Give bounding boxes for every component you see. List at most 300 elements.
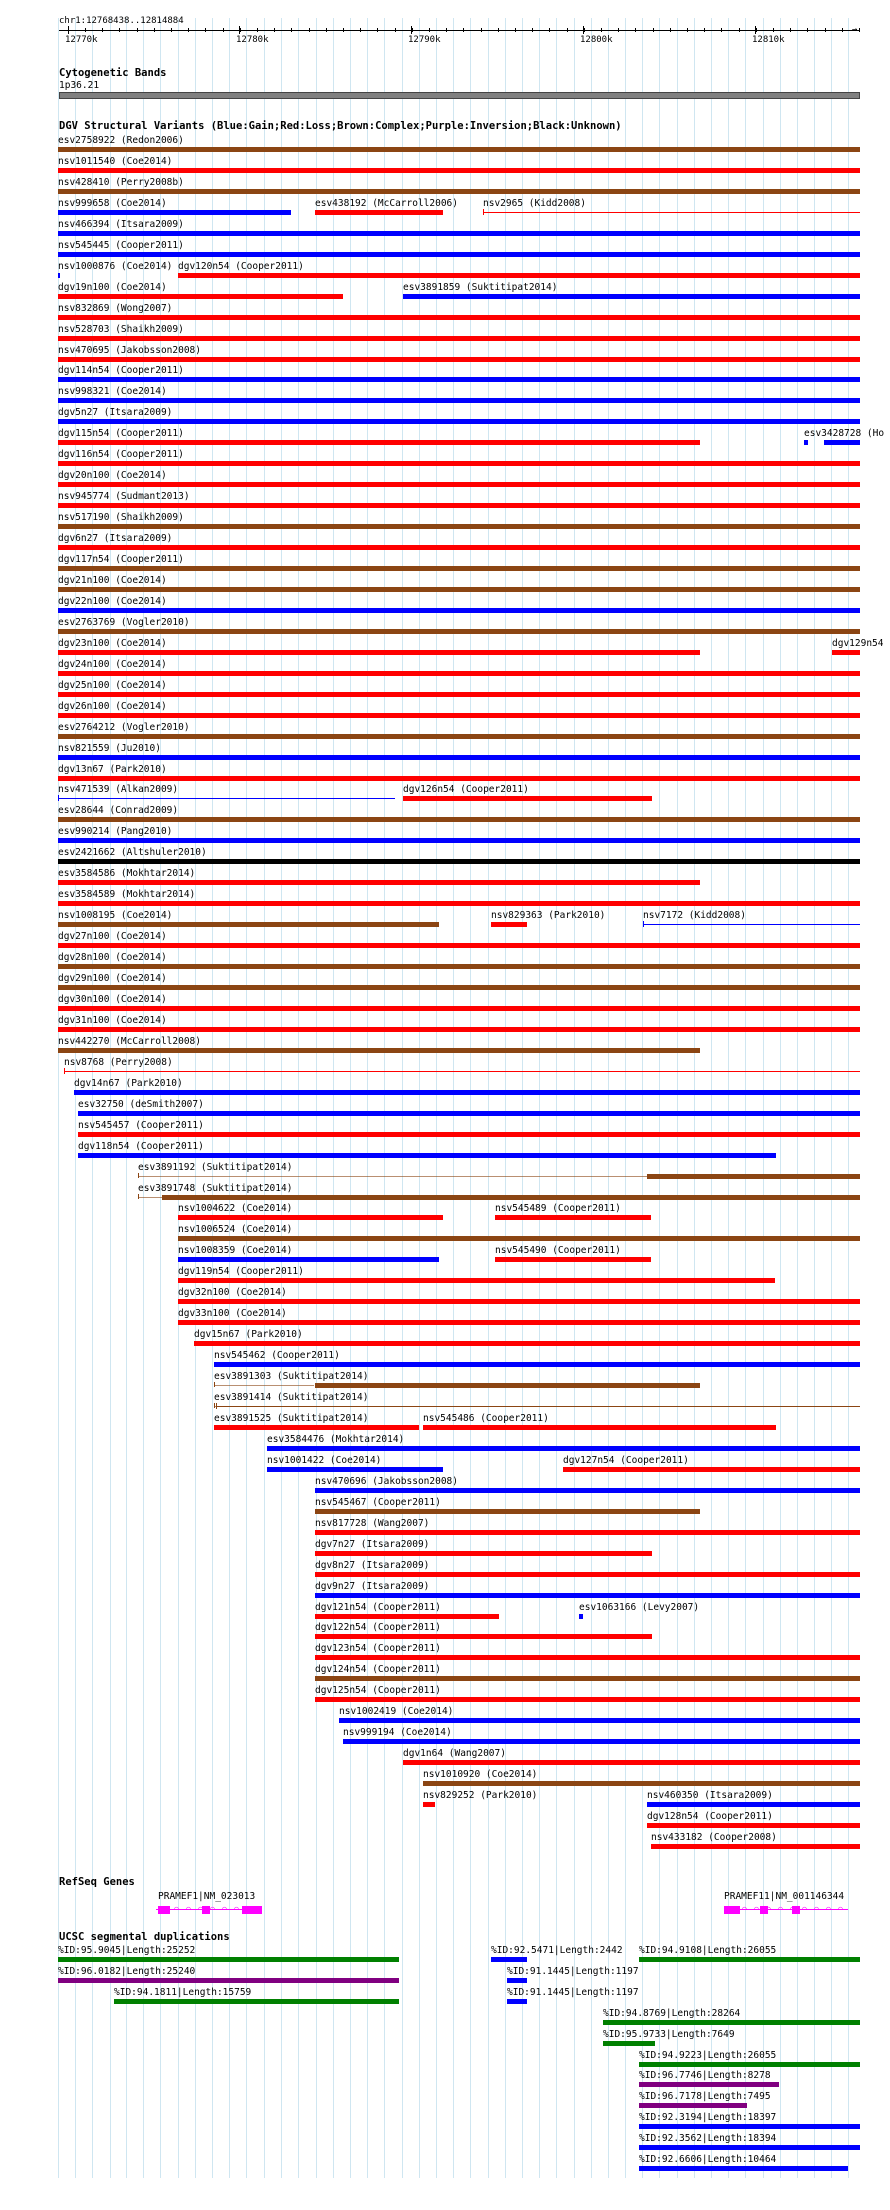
- segdup-bar[interactable]: [603, 2020, 860, 2025]
- sv-label[interactable]: nsv545490 (Cooper2011): [495, 1245, 621, 1257]
- sv-label[interactable]: dgv120n54 (Cooper2011): [178, 260, 304, 272]
- sv-bar[interactable]: [178, 1257, 439, 1262]
- ruler-arrow-right: →: [852, 25, 858, 35]
- ruler-minor-tick: [412, 28, 413, 32]
- sv-label[interactable]: dgv28n100 (Coe2014): [58, 952, 167, 964]
- sv-label[interactable]: dgv22n100 (Coe2014): [58, 595, 167, 607]
- sv-bar[interactable]: [162, 1195, 860, 1200]
- sv-bar[interactable]: [647, 1823, 860, 1828]
- sv-label[interactable]: nsv528703 (Shaikh2009): [58, 323, 184, 335]
- segdup-label[interactable]: %ID:92.3562|Length:18394: [639, 2133, 777, 2145]
- grid-line: [402, 18, 403, 2178]
- sv-label[interactable]: nsv999194 (Coe2014): [343, 1727, 452, 1739]
- segdup-label[interactable]: %ID:91.1445|Length:1197: [507, 1965, 639, 1977]
- sv-bar[interactable]: [78, 1153, 776, 1158]
- grid-line: [711, 18, 712, 2178]
- grid-line: [591, 18, 592, 2178]
- segdup-bar[interactable]: [603, 2041, 655, 2046]
- sv-bar[interactable]: [315, 1634, 652, 1639]
- sv-bar[interactable]: [58, 461, 860, 466]
- sv-label[interactable]: nsv998321 (Coe2014): [58, 386, 167, 398]
- sv-label[interactable]: nsv945774 (Sudmant2013): [58, 491, 190, 503]
- sv-bar[interactable]: [58, 798, 395, 799]
- grid-line: [608, 18, 609, 2178]
- sv-bar[interactable]: [58, 629, 860, 634]
- grid-line: [419, 18, 420, 2178]
- gene-strand-chevron: ⌒: [198, 1904, 203, 1913]
- grid-line: [212, 18, 213, 2178]
- ruler-minor-tick: [85, 28, 86, 32]
- sv-bar[interactable]: [651, 1844, 860, 1849]
- gene-strand-chevron: ⌒: [838, 1904, 843, 1913]
- ruler-minor-tick: [291, 28, 292, 32]
- sv-label[interactable]: esv438192 (McCarroll2006): [315, 197, 458, 209]
- sv-bar[interactable]: [58, 859, 860, 864]
- sv-bar[interactable]: [315, 1614, 499, 1619]
- sv-bar[interactable]: [315, 1530, 860, 1535]
- grid-line: [556, 18, 557, 2178]
- sv-bar[interactable]: [495, 1215, 651, 1220]
- sv-label[interactable]: esv3891414 (Suktitipat2014): [214, 1392, 369, 1403]
- ruler-position: chr1:12768438..12814884: [59, 16, 184, 26]
- sv-bar[interactable]: [58, 880, 700, 885]
- segdup-bar[interactable]: [639, 2082, 779, 2087]
- sv-bar[interactable]: [403, 1760, 860, 1765]
- sv-label[interactable]: esv3891859 (Suktitipat2014): [403, 281, 558, 293]
- gene-label[interactable]: PRAMEF1|NM_023013: [158, 1891, 256, 1902]
- sv-bar[interactable]: [58, 692, 860, 697]
- sv-label[interactable]: dgv118n54 (Cooper2011): [78, 1140, 204, 1152]
- sv-label[interactable]: dgv7n27 (Itsara2009): [315, 1538, 430, 1550]
- sv-bar[interactable]: [315, 1383, 700, 1388]
- sv-bar[interactable]: [178, 1215, 443, 1220]
- ruler-tick-label: 12800k: [580, 35, 613, 45]
- gene-strand-chevron: ⌒: [174, 1904, 179, 1913]
- sv-bar[interactable]: [315, 1676, 860, 1681]
- sv-label[interactable]: dgv123n54 (Cooper2011): [315, 1643, 441, 1655]
- gene-strand-chevron: ⌒: [790, 1904, 795, 1913]
- sv-label[interactable]: nsv470696 (Jakobsson2008): [315, 1475, 458, 1487]
- sv-label[interactable]: nsv817728 (Wang2007): [315, 1517, 430, 1529]
- ruler-minor-tick: [756, 28, 757, 32]
- sv-bar[interactable]: [339, 1718, 860, 1723]
- sv-label[interactable]: esv2763769 (Vogler2010): [58, 616, 190, 628]
- sv-label[interactable]: dgv21n100 (Coe2014): [58, 574, 167, 586]
- grid-line: [333, 18, 334, 2178]
- sv-bar-end: [216, 1403, 217, 1409]
- sv-label[interactable]: dgv115n54 (Cooper2011): [58, 428, 184, 440]
- grid-line: [625, 18, 626, 2178]
- sv-label[interactable]: dgv26n100 (Coe2014): [58, 700, 167, 712]
- sv-label[interactable]: nsv545462 (Cooper2011): [214, 1350, 340, 1362]
- sv-bar[interactable]: [315, 1572, 860, 1577]
- sv-bar[interactable]: [832, 650, 860, 655]
- gene-strand-chevron: ⌒: [742, 1904, 747, 1913]
- sv-bar[interactable]: [58, 943, 860, 948]
- sv-label[interactable]: nsv545467 (Cooper2011): [315, 1496, 441, 1508]
- grid-line: [659, 18, 660, 2178]
- sv-bar[interactable]: [58, 440, 700, 445]
- sv-bar[interactable]: [315, 1551, 652, 1556]
- sv-label[interactable]: dgv32n100 (Coe2014): [178, 1287, 287, 1299]
- sv-bar[interactable]: [78, 1132, 860, 1137]
- segdup-bar[interactable]: [58, 1957, 399, 1962]
- sv-bar[interactable]: [58, 587, 860, 592]
- sv-bar[interactable]: [58, 231, 860, 236]
- sv-bar[interactable]: [58, 147, 860, 152]
- ruler-minor-tick: [326, 28, 327, 32]
- sv-label[interactable]: esv2758922 (Redon2006): [58, 135, 184, 146]
- sv-bar[interactable]: [267, 1446, 860, 1451]
- sv-bar[interactable]: [58, 985, 860, 990]
- sv-label[interactable]: dgv31n100 (Coe2014): [58, 1014, 167, 1026]
- segdup-label[interactable]: %ID:94.9223|Length:26055: [639, 2049, 777, 2061]
- ruler-minor-tick: [704, 28, 705, 32]
- sv-label[interactable]: esv2764212 (Vogler2010): [58, 721, 190, 733]
- sv-label[interactable]: nsv545489 (Cooper2011): [495, 1203, 621, 1215]
- sv-label[interactable]: dgv25n100 (Coe2014): [58, 679, 167, 691]
- sv-label[interactable]: dgv114n54 (Cooper2011): [58, 365, 184, 377]
- grid-line: [298, 18, 299, 2178]
- sv-label[interactable]: dgv15n67 (Park2010): [194, 1329, 303, 1341]
- segdup-bar[interactable]: [507, 1978, 527, 1983]
- sv-label[interactable]: esv3584589 (Mokhtar2014): [58, 889, 196, 901]
- sv-bar[interactable]: [495, 1257, 651, 1262]
- sv-bar[interactable]: [58, 734, 860, 739]
- ruler-tick-label: 12810k: [752, 35, 785, 45]
- sv-label[interactable]: dgv119n54 (Cooper2011): [178, 1266, 304, 1278]
- sv-label[interactable]: dgv125n54 (Cooper2011): [315, 1685, 441, 1697]
- sv-bar[interactable]: [58, 566, 860, 571]
- sv-bar[interactable]: [58, 357, 860, 362]
- segdup-label[interactable]: %ID:94.8769|Length:28264: [603, 2007, 741, 2019]
- sv-bar[interactable]: [58, 1048, 700, 1053]
- sv-label[interactable]: nsv7172 (Kidd2008): [643, 910, 746, 922]
- ruler-minor-tick: [343, 28, 344, 32]
- sv-label[interactable]: dgv20n100 (Coe2014): [58, 470, 167, 482]
- sv-label[interactable]: dgv23n100 (Coe2014): [58, 637, 167, 649]
- sv-bar[interactable]: [58, 964, 860, 969]
- sv-bar[interactable]: [647, 1174, 860, 1179]
- grid-line: [797, 18, 798, 2178]
- sv-bar[interactable]: [58, 524, 860, 529]
- grid-line: [745, 18, 746, 2178]
- sv-label[interactable]: nsv545457 (Cooper2011): [78, 1119, 204, 1131]
- sv-bar[interactable]: [491, 922, 527, 927]
- sv-bar[interactable]: [315, 1593, 860, 1598]
- sv-label[interactable]: esv3891303 (Suktitipat2014): [214, 1371, 369, 1383]
- sv-label[interactable]: nsv442270 (McCarroll2008): [58, 1035, 201, 1047]
- ruler-minor-tick: [119, 28, 120, 32]
- sv-label[interactable]: dgv13n67 (Park2010): [58, 763, 167, 775]
- sv-label[interactable]: nsv1006524 (Coe2014): [178, 1224, 293, 1236]
- cytoband-label: 1p36.21: [59, 80, 100, 91]
- sv-bar[interactable]: [214, 1425, 419, 1430]
- sv-bar[interactable]: [58, 671, 860, 676]
- segdup-bar[interactable]: [639, 2166, 848, 2171]
- sv-bar[interactable]: [58, 817, 860, 822]
- segdup-label[interactable]: %ID:94.1811|Length:15759: [114, 1986, 252, 1998]
- sv-label[interactable]: nsv1011540 (Coe2014): [58, 155, 173, 167]
- grid-line: [229, 18, 230, 2178]
- sv-bar[interactable]: [58, 503, 860, 508]
- grid-line: [848, 18, 849, 2178]
- sv-bar[interactable]: [194, 1341, 860, 1346]
- sv-bar[interactable]: [64, 1071, 860, 1072]
- segdup-label[interactable]: %ID:96.7178|Length:7495: [639, 2091, 771, 2103]
- sv-bar[interactable]: [74, 1090, 860, 1095]
- sv-bar[interactable]: [58, 398, 860, 403]
- sv-bar[interactable]: [423, 1781, 860, 1786]
- sv-label[interactable]: esv990214 (Pang2010): [58, 826, 173, 838]
- sv-bar[interactable]: [58, 608, 860, 613]
- sv-label[interactable]: nsv517190 (Shaikh2009): [58, 512, 184, 524]
- sv-bar[interactable]: [178, 1236, 860, 1241]
- sv-bar[interactable]: [403, 796, 652, 801]
- sv-bar[interactable]: [483, 212, 860, 213]
- sv-bar[interactable]: [58, 168, 860, 173]
- sv-label[interactable]: nsv1004622 (Coe2014): [178, 1203, 293, 1215]
- sv-label[interactable]: dgv9n27 (Itsara2009): [315, 1580, 430, 1592]
- segdup-bar[interactable]: [639, 2145, 860, 2150]
- grid-line: [436, 18, 437, 2178]
- sv-label[interactable]: nsv460350 (Itsara2009): [647, 1790, 773, 1802]
- sv-label[interactable]: nsv470695 (Jakobsson2008): [58, 344, 201, 356]
- sv-start-tick: [214, 1382, 215, 1387]
- sv-label[interactable]: esv32750 (deSmith2007): [78, 1098, 204, 1110]
- sv-label[interactable]: esv2421662 (Altshuler2010): [58, 847, 207, 859]
- sv-bar[interactable]: [267, 1467, 443, 1472]
- sv-bar[interactable]: [58, 650, 700, 655]
- sv-label[interactable]: esv3584476 (Mokhtar2014): [267, 1433, 405, 1445]
- sv-bar[interactable]: [343, 1739, 860, 1744]
- sv-bar[interactable]: [58, 315, 860, 320]
- sv-bar[interactable]: [178, 1278, 775, 1283]
- sv-label[interactable]: nsv1010920 (Coe2014): [423, 1769, 538, 1781]
- segdup-label[interactable]: %ID:94.9108|Length:26055: [639, 1945, 777, 1956]
- segdup-label[interactable]: %ID:92.6606|Length:10464: [639, 2154, 777, 2165]
- segdup-bar[interactable]: [639, 1957, 860, 1962]
- sv-label[interactable]: esv3428728 (Ho: [804, 428, 885, 440]
- sv-label[interactable]: dgv30n100 (Coe2014): [58, 993, 167, 1005]
- ruler-minor-tick: [309, 28, 310, 32]
- segdup-label[interactable]: %ID:95.9733|Length:7649: [603, 2028, 735, 2040]
- sv-label[interactable]: dgv117n54 (Cooper2011): [58, 554, 184, 565]
- sv-label[interactable]: dgv127n54 (Cooper2011): [563, 1454, 689, 1466]
- sv-label[interactable]: dgv124n54 (Cooper2011): [315, 1664, 441, 1676]
- sv-label[interactable]: dgv27n100 (Coe2014): [58, 931, 167, 943]
- cytoband-track-title: Cytogenetic Bands: [59, 67, 167, 79]
- sv-label[interactable]: esv3891192 (Suktitipat2014): [138, 1161, 293, 1173]
- grid-line: [470, 18, 471, 2178]
- sv-label[interactable]: dgv24n100 (Coe2014): [58, 658, 167, 670]
- segdup-label[interactable]: %ID:92.5471|Length:2442: [491, 1945, 623, 1956]
- sv-bar[interactable]: [78, 1111, 860, 1116]
- sv-start-tick: [138, 1173, 139, 1178]
- sv-label[interactable]: nsv433182 (Cooper2008): [651, 1831, 777, 1843]
- sv-bar[interactable]: [58, 377, 860, 382]
- segdup-label[interactable]: %ID:92.3194|Length:18397: [639, 2112, 777, 2124]
- segdup-label[interactable]: %ID:95.9045|Length:25252: [58, 1945, 196, 1956]
- refseq-track-title: RefSeq Genes: [59, 1876, 135, 1888]
- grid-line: [453, 18, 454, 2178]
- sv-label[interactable]: nsv1008195 (Coe2014): [58, 910, 173, 922]
- grid-line: [367, 18, 368, 2178]
- sv-bar[interactable]: [423, 1802, 435, 1807]
- ruler-minor-tick: [653, 28, 654, 32]
- grid-line: [316, 18, 317, 2178]
- ruler-minor-tick: [739, 28, 740, 32]
- sv-bar[interactable]: [58, 901, 860, 906]
- sv-bar[interactable]: [178, 273, 860, 278]
- sv-label[interactable]: dgv19n100 (Coe2014): [58, 281, 167, 293]
- sv-bar[interactable]: [643, 924, 860, 925]
- sv-label[interactable]: nsv1000876 (Coe2014): [58, 260, 173, 272]
- grid-line: [264, 18, 265, 2178]
- sv-bar[interactable]: [58, 210, 291, 215]
- gene-exon[interactable]: [242, 1906, 262, 1914]
- sv-bar[interactable]: [315, 1655, 860, 1660]
- ruler-minor-tick: [377, 28, 378, 32]
- sv-label[interactable]: nsv466394 (Itsara2009): [58, 218, 184, 230]
- segdup-bar[interactable]: [639, 2124, 860, 2129]
- sv-bar[interactable]: [563, 1467, 860, 1472]
- sv-label[interactable]: nsv428410 (Perry2008b): [58, 176, 184, 188]
- sv-bar[interactable]: [315, 1509, 700, 1514]
- sv-bar[interactable]: [178, 1320, 860, 1325]
- sv-label[interactable]: nsv1008359 (Coe2014): [178, 1245, 293, 1257]
- sv-bar[interactable]: [315, 1488, 860, 1493]
- segdup-bar[interactable]: [58, 1978, 399, 1983]
- segdup-label[interactable]: %ID:96.0182|Length:25240: [58, 1965, 196, 1977]
- ruler-minor-tick: [429, 28, 430, 32]
- sv-bar[interactable]: [58, 545, 860, 550]
- gene-label[interactable]: PRAMEF11|NM_001146344: [724, 1891, 845, 1902]
- segdup-bar[interactable]: [114, 1999, 399, 2004]
- sv-bar[interactable]: [647, 1802, 860, 1807]
- sv-bar[interactable]: [58, 482, 860, 487]
- sv-label[interactable]: nsv829252 (Park2010): [423, 1790, 538, 1802]
- segdup-track-title: UCSC segmental duplications: [59, 1931, 230, 1943]
- sv-bar[interactable]: [315, 210, 443, 215]
- ruler-tick-label: 12780k: [236, 35, 269, 45]
- gene-exon[interactable]: [202, 1906, 210, 1914]
- segdup-bar[interactable]: [639, 2103, 747, 2108]
- grid-line: [522, 18, 523, 2178]
- sv-bar[interactable]: [58, 755, 860, 760]
- sv-label[interactable]: nsv1002419 (Coe2014): [339, 1706, 454, 1718]
- gene-strand-chevron: ⌒: [730, 1904, 735, 1913]
- sv-bar[interactable]: [58, 713, 860, 718]
- segdup-bar[interactable]: [491, 1957, 527, 1962]
- ruler-minor-tick: [859, 28, 860, 32]
- sv-bar[interactable]: [58, 922, 439, 927]
- sv-label[interactable]: dgv6n27 (Itsara2009): [58, 533, 173, 545]
- grid-line: [505, 18, 506, 2178]
- sv-label[interactable]: esv3584586 (Mokhtar2014): [58, 868, 196, 880]
- sv-bar[interactable]: [579, 1614, 583, 1619]
- sv-bar[interactable]: [178, 1299, 860, 1304]
- grid-line: [814, 18, 815, 2178]
- sv-bar[interactable]: [58, 1027, 860, 1032]
- ruler-tick-label: 12790k: [408, 35, 441, 45]
- sv-label[interactable]: esv3891525 (Suktitipat2014): [214, 1412, 369, 1424]
- sv-label[interactable]: nsv832869 (Wong2007): [58, 302, 173, 314]
- sv-label[interactable]: nsv999658 (Coe2014): [58, 197, 167, 209]
- sv-bar[interactable]: [216, 1406, 860, 1407]
- sv-bar[interactable]: [58, 1006, 860, 1011]
- sv-label[interactable]: dgv5n27 (Itsara2009): [58, 407, 173, 419]
- sv-label[interactable]: nsv8768 (Perry2008): [64, 1056, 173, 1068]
- sv-bar[interactable]: [58, 776, 860, 781]
- sv-bar[interactable]: [58, 419, 860, 424]
- sv-label[interactable]: esv3891748 (Suktitipat2014): [138, 1182, 293, 1194]
- sv-bar[interactable]: [824, 440, 860, 445]
- grid-line: [539, 18, 540, 2178]
- sv-bar[interactable]: [403, 294, 860, 299]
- segdup-bar[interactable]: [507, 1999, 527, 2004]
- sv-label[interactable]: esv28644 (Conrad2009): [58, 805, 179, 817]
- sv-start-tick: [214, 1403, 215, 1408]
- ruler-minor-tick: [635, 28, 636, 32]
- sv-label[interactable]: nsv545445 (Cooper2011): [58, 239, 184, 251]
- sv-label[interactable]: dgv29n100 (Coe2014): [58, 973, 167, 984]
- ruler-tick-label: 12770k: [65, 35, 98, 45]
- sv-label[interactable]: dgv116n54 (Cooper2011): [58, 449, 184, 461]
- segdup-bar[interactable]: [639, 2062, 860, 2067]
- gene-strand-chevron: ⌒: [766, 1904, 771, 1913]
- sv-bar[interactable]: [58, 838, 860, 843]
- sv-label[interactable]: dgv126n54 (Cooper2011): [403, 784, 529, 796]
- sv-label[interactable]: dgv129n54: [832, 637, 884, 649]
- ruler-minor-tick: [446, 28, 447, 32]
- ruler-minor-tick: [532, 28, 533, 32]
- segdup-label[interactable]: %ID:91.1445|Length:1197: [507, 1986, 639, 1998]
- sv-label[interactable]: nsv545486 (Cooper2011): [423, 1412, 549, 1424]
- sv-label[interactable]: nsv2965 (Kidd2008): [483, 197, 586, 209]
- sv-bar[interactable]: [214, 1362, 860, 1367]
- sv-label[interactable]: dgv121n54 (Cooper2011): [315, 1601, 441, 1613]
- sv-label[interactable]: dgv122n54 (Cooper2011): [315, 1622, 441, 1634]
- sv-bar[interactable]: [423, 1425, 776, 1430]
- sv-bar[interactable]: [58, 252, 860, 257]
- ruler-minor-tick: [274, 28, 275, 32]
- sv-bar[interactable]: [58, 189, 860, 194]
- sv-label[interactable]: dgv1n64 (Wang2007): [403, 1748, 506, 1760]
- sv-bar[interactable]: [58, 273, 60, 278]
- sv-bar[interactable]: [804, 440, 808, 445]
- sv-label[interactable]: dgv128n54 (Cooper2011): [647, 1811, 773, 1822]
- sv-bar[interactable]: [315, 1697, 860, 1702]
- ruler-minor-tick: [171, 28, 172, 32]
- sv-connector: [138, 1176, 647, 1177]
- sv-label[interactable]: dgv14n67 (Park2010): [74, 1077, 183, 1089]
- segdup-label[interactable]: %ID:96.7746|Length:8278: [639, 2070, 771, 2082]
- sv-label[interactable]: esv1063166 (Levy2007): [579, 1601, 700, 1613]
- sv-label[interactable]: nsv1001422 (Coe2014): [267, 1454, 382, 1466]
- sv-bar[interactable]: [58, 294, 343, 299]
- ruler-minor-tick: [807, 28, 808, 32]
- ruler-minor-tick: [618, 28, 619, 32]
- sv-label[interactable]: dgv33n100 (Coe2014): [178, 1308, 287, 1320]
- ruler-minor-tick: [360, 28, 361, 32]
- sv-connector: [138, 1197, 162, 1198]
- sv-label[interactable]: dgv8n27 (Itsara2009): [315, 1559, 430, 1571]
- sv-label[interactable]: nsv829363 (Park2010): [491, 910, 606, 922]
- sv-label[interactable]: nsv821559 (Ju2010): [58, 742, 161, 754]
- sv-label[interactable]: nsv471539 (Alkan2009): [58, 784, 179, 796]
- sv-bar[interactable]: [58, 336, 860, 341]
